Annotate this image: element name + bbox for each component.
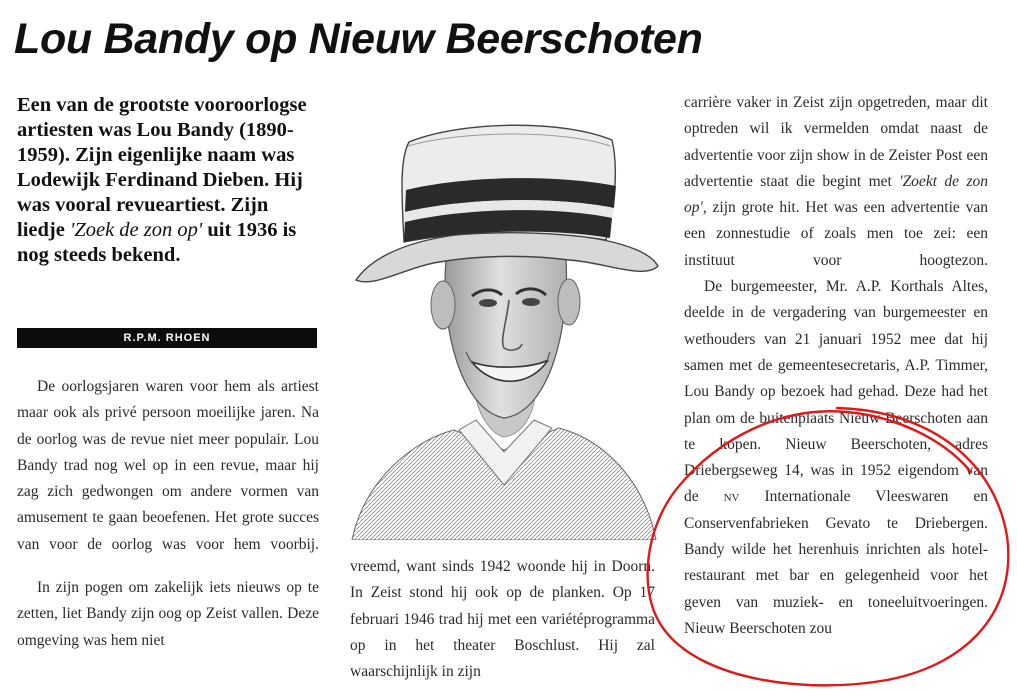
paragraph: De oorlogsjaren waren voor hem als artiest maar ook als privé persoon moeilijke jaren. Na de oorlog was de revue niet meer populair. Lou Bandy trad nog wel op in een revue, maar hij zag zich gedwongen om andere vormen van amusement te gaan beoefenen. Het grote succes van voor de oorlog was voor hem voorbij.: [17, 378, 319, 553]
paragraph: vreemd, want sinds 1942 woonde hij in Doorn. In Zeist stond hij ook op de planken. Op 17 februari 1946 trad hij met een variétéprogramma op in het theater Boschlust. Hij zal waarschijnlijk in zijn: [350, 558, 655, 681]
paragraph: De burgemeester, Mr. A.P. Korthals Altes, deelde in de vergadering van burgemeester en wethouders van 21 januari 1952 mee dat hij samen met de gemeentesecretaris, A.P. Timmer, Lou Bandy op bezoek had gehad. Deze had het plan om de buitenplaats Nieuw Beerschoten aan te kopen. Nieuw Beerschoten, adres Driebergseweg 14, was in 1952 eigendom van de nv Internationale Vleeswaren en Conservenfabrieken Gevato te Driebergen. Bandy wilde het herenhuis inrichten als hotel-restaurant met bar en gelegenheid voor het geven van muziek- en toneeluitvoeringen. Nieuw Beerschoten zou: [684, 278, 988, 637]
column-2: [350, 554, 655, 685]
author-byline: R.P.M. RHOEN: [17, 328, 317, 348]
portrait-photo: [344, 90, 660, 540]
paragraph: carrière vaker in Zeist zijn opgetreden, maar dit optreden wil ik vermelden omdat naast de advertentie voor zijn show in de Zeister Post een advertentie staat die begint met 'Zoekt de zon op', zijn grote hit. Het was een advertentie van een zonnestudie of zoals men toe zei: een instituut voor hoogtezon.: [684, 94, 988, 269]
column-1: [17, 374, 319, 654]
article-lead: Een van de grootste vooroorlogse artiesten was Lou Bandy (1890-1959). Zijn eigenlijke naam was Lodewijk Ferdinand Dieben. Hij was vooral revueartiest. Zijn liedje 'Zoek de zon op' uit 1936 is nog steeds bekend.: [17, 94, 307, 266]
column-3: [684, 90, 988, 642]
paragraph: In zijn pogen om zakelijk iets nieuws op te zetten, liet Bandy zijn oog op Zeist vallen. Deze omgeving was hem niet: [17, 579, 319, 649]
song-title: 'Zoek de zon op': [69, 219, 203, 241]
article-title: Lou Bandy op Nieuw Beerschoten: [14, 15, 703, 63]
face-shape: [445, 245, 566, 418]
